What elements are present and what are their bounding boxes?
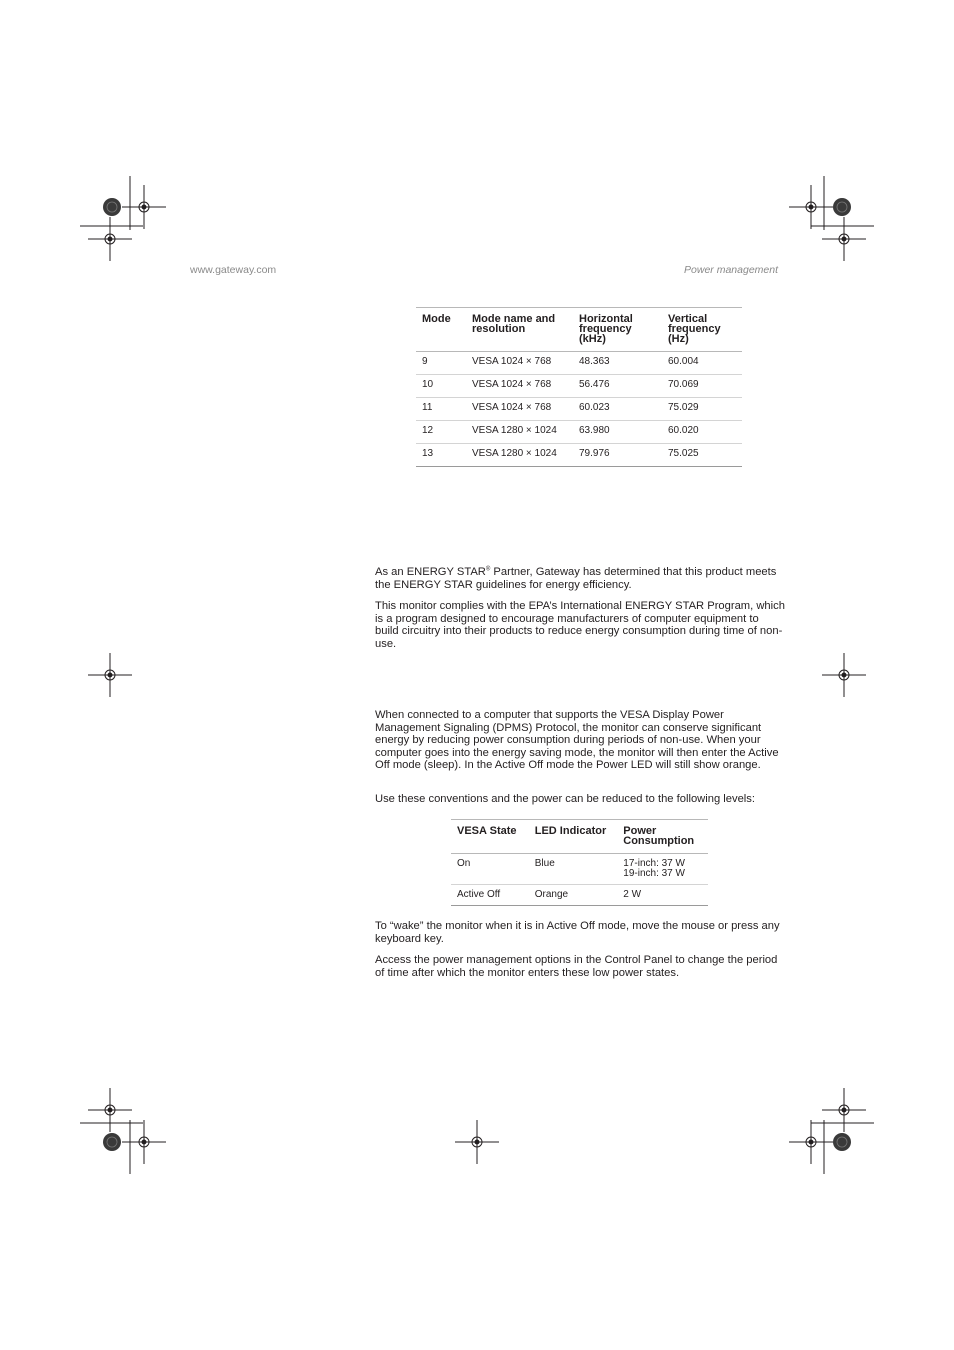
power-management-paragraph-3: To “wake” the monitor when it is in Active Off mode, move the mouse or press any keyboard key. — [375, 920, 780, 945]
energy-star-paragraph-2: This monitor complies with the EPA’s International ENERGY STAR Program, which is a program designed to encourage manufacturers of computer equipment to build circuitry into their products to reduce energy consumption during time of non-use. — [375, 600, 785, 650]
cell-mode-name: VESA 1024 × 768 — [466, 375, 573, 398]
cell-led-indicator: Orange — [529, 885, 618, 906]
table-row — [416, 352, 742, 375]
cell-power-consumption — [617, 854, 708, 885]
vesa-power-states-table — [451, 819, 708, 906]
cell-mode-name: VESA 1280 × 1024 — [466, 444, 573, 467]
cell-horizontal: 56.476 — [573, 375, 662, 398]
cell-mode-name: VESA 1024 × 768 — [466, 398, 573, 421]
table-row — [416, 444, 742, 467]
registration-dot-icon — [833, 198, 851, 216]
header-section-title: Power management — [684, 264, 778, 276]
column-header-vesa-state: VESA State — [451, 820, 529, 854]
crosshair-mark-icon — [455, 1120, 499, 1164]
cell-vesa-state: Active Off — [451, 885, 529, 906]
cell-mode: 13 — [416, 444, 466, 467]
cell-mode-name: VESA 1280 × 1024 — [466, 421, 573, 444]
cell-mode-name: VESA 1024 × 768 — [466, 352, 573, 375]
cell-horizontal: 48.363 — [573, 352, 662, 375]
table-row — [451, 854, 708, 885]
registration-dot-icon — [103, 1133, 121, 1151]
crosshair-mark-icon — [122, 185, 166, 229]
energy-star-text-a: As an ENERGY STAR — [375, 566, 486, 578]
cell-vertical: 60.020 — [662, 421, 742, 444]
column-header-horizontal-frequency: Horizontal frequency (kHz) — [573, 308, 662, 352]
power-17-inch: 17-inch: 37 W — [623, 858, 685, 869]
column-header-led-indicator: LED Indicator — [529, 820, 618, 854]
table-row — [416, 421, 742, 444]
cell-vesa-state: On — [451, 854, 529, 885]
crosshair-mark-icon — [88, 1088, 132, 1132]
cell-vertical: 70.069 — [662, 375, 742, 398]
cell-mode: 12 — [416, 421, 466, 444]
cell-mode: 11 — [416, 398, 466, 421]
table-header-row — [416, 308, 742, 352]
registration-dot-icon — [103, 198, 121, 216]
cell-led-indicator: Blue — [529, 854, 618, 885]
registered-mark: ® — [485, 566, 491, 573]
crosshair-mark-icon — [822, 217, 866, 261]
cell-horizontal: 63.980 — [573, 421, 662, 444]
table-row — [416, 398, 742, 421]
cell-horizontal: 60.023 — [573, 398, 662, 421]
cell-vertical: 75.025 — [662, 444, 742, 467]
column-header-mode-name: Mode name and resolution — [466, 308, 573, 352]
crosshair-mark-icon — [822, 653, 866, 697]
power-management-paragraph-4: Access the power management options in the Control Panel to change the period of time after which the monitor enters these low power states. — [375, 954, 778, 979]
cell-power-consumption — [617, 885, 708, 906]
column-header-vertical-frequency: Vertical frequency (Hz) — [662, 308, 742, 352]
cell-mode: 9 — [416, 352, 466, 375]
power-active-off: 2 W — [623, 889, 642, 900]
column-header-mode: Mode — [416, 308, 466, 352]
cell-vertical: 60.004 — [662, 352, 742, 375]
power-management-paragraph-2: Use these conventions and the power can be reduced to the following levels: — [375, 793, 755, 805]
crosshair-mark-icon — [88, 653, 132, 697]
energy-star-text-b: Partner, Gateway has determined that this product meets the ENERGY STAR guidelines for energy efficiency. — [375, 566, 777, 591]
column-header-power-consumption: Power Consumption — [617, 820, 708, 854]
crosshair-mark-icon — [822, 1088, 866, 1132]
crosshair-mark-icon — [88, 217, 132, 261]
crosshair-mark-icon — [789, 1120, 833, 1164]
cell-horizontal: 79.976 — [573, 444, 662, 467]
table-header-row — [451, 820, 708, 854]
crosshair-mark-icon — [122, 1120, 166, 1164]
crosshair-mark-icon — [789, 185, 833, 229]
header-url: www.gateway.com — [190, 264, 277, 276]
table-row — [451, 885, 708, 906]
registration-dot-icon — [833, 1133, 851, 1151]
cell-mode: 10 — [416, 375, 466, 398]
cell-vertical: 75.029 — [662, 398, 742, 421]
energy-star-paragraph-1 — [375, 566, 785, 591]
table-row — [416, 375, 742, 398]
power-management-paragraph-1: When connected to a computer that supports the VESA Display Power Management Signaling (DPMS) Protocol, the monitor can conserve significant energy by reducing power consumption during periods of non-use. When your computer goes into the energy saving mode, the monitor will then enter the Active Off mode (sleep). In the Active Off mode the Power LED will still show orange. — [375, 709, 779, 771]
display-modes-table — [416, 307, 742, 467]
power-19-inch: 19-inch: 37 W — [623, 868, 685, 879]
